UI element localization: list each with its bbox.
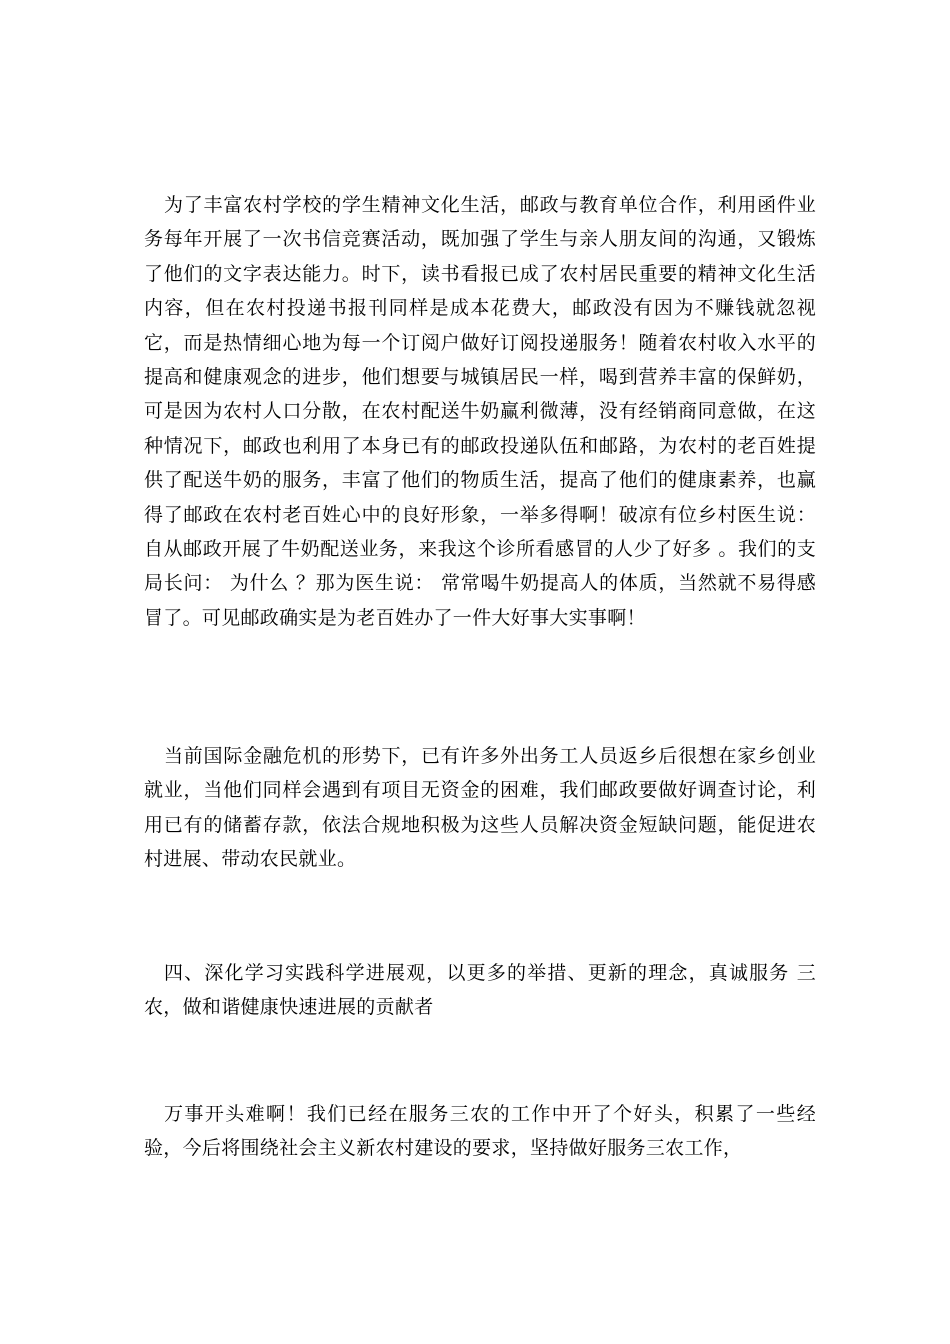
paragraph-rural-postal-services: 为了丰富农村学校的学生精神文化生活，邮政与教育单位合作，利用函件业务每年开展了一次书信竞赛活动，既加强了学生与亲人朋友间的沟通，又锻炼了他们的文字表达能力。时下，读书看报已成了农村居民重要的精神文化生活内容，但在农村投递书报刊同样是成本花费大，邮政没有因为不赚钱就忽视它，而是热情细心地为每一个订阅户做好订阅投递服务！随着农村收入水平的提高和健康观念的进步，他们想要与城镇居民一样，喝到营养丰富的保鲜奶，可是因为农村人口分散，在农村配送牛奶赢利微薄，没有经销商同意做，在这种情况下，邮政也利用了本身已有的邮政投递队伍和邮路，为农村的老百姓提供了配送牛奶的服务，丰富了他们的物质生活，提高了他们的健康素养，也赢得了邮政在农村老百姓心中的良好形象，一举多得啊！破凉有位乡村医生说： 自从邮政开展了牛奶配送业务，来我这个诊所看感冒的人少了好多 。我们的支局长问： 为什么 ？那为医生说： 常常喝牛奶提高人的体质，当然就不易得感冒了。可见邮政确实是为老百姓办了一件大好事大实事啊！ (144, 194, 816, 629)
paragraph-financial-crisis-support: 当前国际金融危机的形势下，已有许多外出务工人员返乡后很想在家乡创业就业，当他们同样会遇到有项目无资金的困难，我们邮政要做好调查讨论，利用已有的储蓄存款，依法合规地积极为这些人员解决资金短缺问题，能促进农村进展、带动农民就业。 (144, 745, 816, 871)
section-heading-four: 四、深化学习实践科学进展观，以更多的举措、更新的理念，真诚服务 三农，做和谐健康快速进展的贡献者 (144, 962, 816, 1019)
paragraph-future-work: 万事开头难啊！我们已经在服务三农的工作中开了个好头，积累了一些经验，今后将围绕社会主义新农村建设的要求，坚持做好服务三农工作， (144, 1103, 816, 1160)
